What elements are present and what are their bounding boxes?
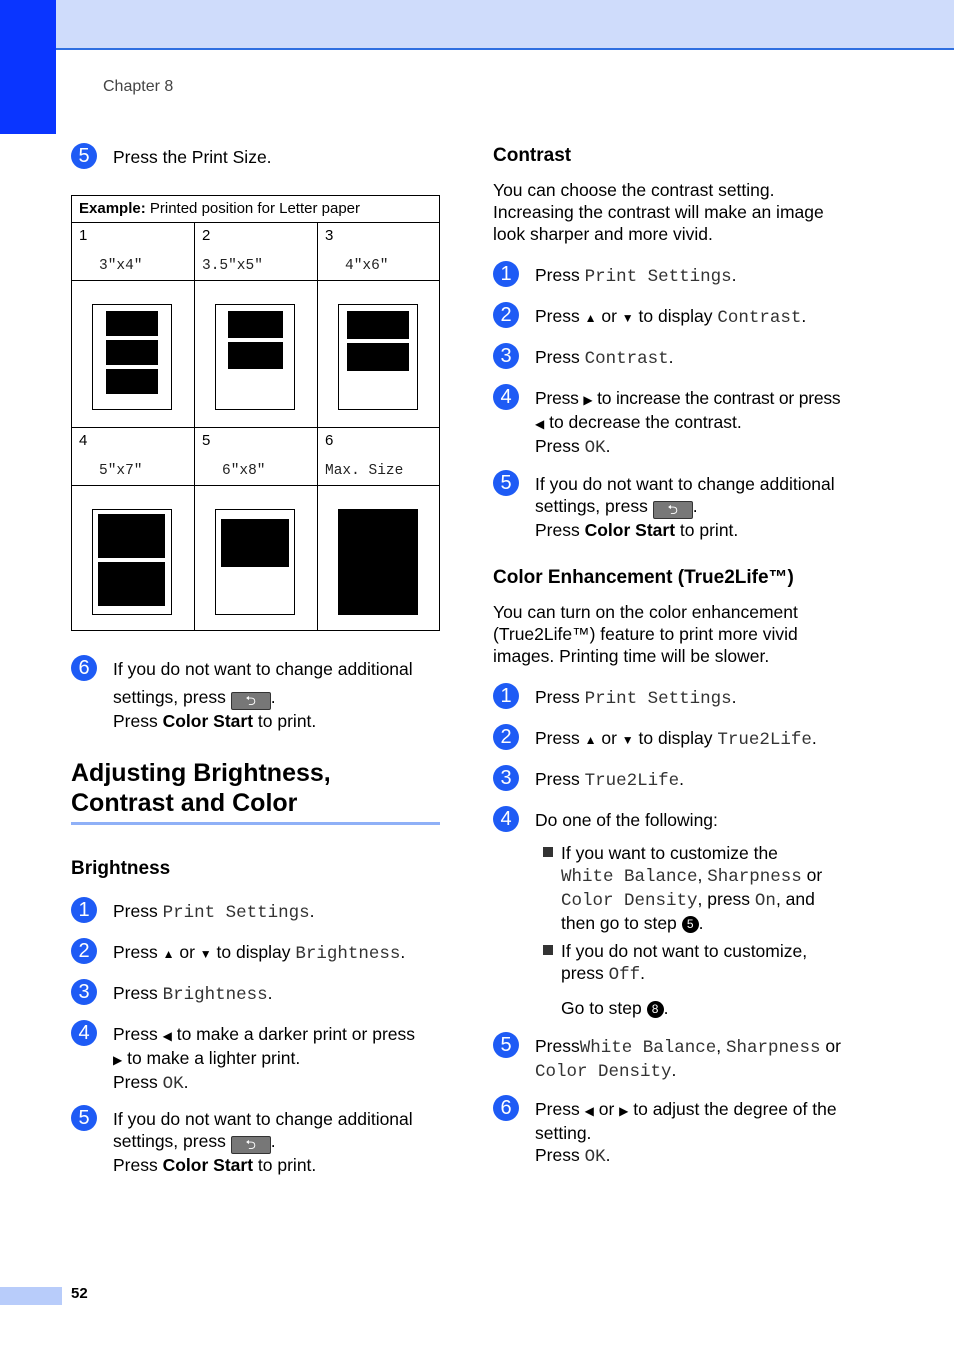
up-arrow-icon: ▲ xyxy=(584,733,597,747)
step-5-print-size: 5 Press the Print Size. xyxy=(113,146,272,168)
paper-sheet xyxy=(92,304,172,410)
brightness-step-4: 4 Press ◀ to make a darker print or press ▶ to make a lighter print. Press OK. xyxy=(113,1023,415,1095)
contrast-heading: Contrast xyxy=(493,145,572,166)
page-number-bar xyxy=(0,1287,62,1305)
right-arrow-icon: ▶ xyxy=(113,1053,123,1067)
contrast-step-4: 4 Press ▶ to increase the contrast or press ◀ to decrease the contrast. Press OK. xyxy=(535,387,840,459)
paper-sheet xyxy=(338,509,418,615)
table-cell-3: 3 4"x6" xyxy=(318,223,439,281)
paper-sheet xyxy=(215,304,295,410)
contrast-step-2: 2 Press ▲ or ▼ to display Contrast. xyxy=(535,305,806,329)
left-arrow-icon: ◀ xyxy=(584,1104,594,1118)
down-arrow-icon: ▼ xyxy=(621,311,634,325)
table-caption: Example: Printed position for Letter paper xyxy=(72,196,439,223)
diagram-6x8 xyxy=(195,486,318,630)
color-step-6: 6 Press ◀ or ▶ to adjust the degree of the setting. Press OK. xyxy=(535,1098,837,1168)
diagram-3-5x5 xyxy=(195,281,318,428)
section-heading: Adjusting Brightness, Contrast and Color xyxy=(71,759,331,817)
color-step-3: 3 Press True2Life. xyxy=(535,768,684,792)
step-number: 6 xyxy=(71,655,97,681)
chapter-label: Chapter 8 xyxy=(103,78,174,95)
paper-sheet xyxy=(215,509,295,615)
page-number: 52 xyxy=(71,1285,88,1302)
table-cell-5: 5 6"x8" xyxy=(195,428,318,486)
color-step-5: 5 PressWhite Balance, Sharpness or Color Density. xyxy=(535,1035,841,1083)
paper-sheet xyxy=(92,509,172,615)
diagram-3x4 xyxy=(72,281,195,428)
option-customize: If you want to customize the White Balance, Sharpness or Color Density, press On, and then go to step 5 . xyxy=(561,843,823,933)
option-not-customize: If you do not want to customize, press Off. Go to step 8 . xyxy=(561,941,808,1018)
table-cell-6: 6 Max. Size xyxy=(318,428,439,486)
step-6-finish: 6 If you do not want to change additional settings, press ⮌ . Press Color Start to print. xyxy=(113,658,413,732)
brightness-heading: Brightness xyxy=(71,858,171,879)
down-arrow-icon: ▼ xyxy=(199,947,212,961)
table-cell-1: 1 3"x4" xyxy=(72,223,195,281)
table-cell-2: 2 3.5"x5" xyxy=(195,223,318,281)
brightness-step-3: 3 Press Brightness. xyxy=(113,982,273,1006)
right-arrow-icon: ▶ xyxy=(619,1104,629,1118)
color-step-2: 2 Press ▲ or ▼ to display True2Life. xyxy=(535,727,817,751)
brightness-step-5: 5 If you do not want to change additional settings, press ⮌ . Press Color Start to print. xyxy=(113,1108,413,1176)
color-step-4: 4 Do one of the following: xyxy=(535,809,718,831)
left-arrow-icon: ◀ xyxy=(162,1029,172,1043)
back-button-icon: ⮌ xyxy=(653,501,693,519)
header-bar xyxy=(56,0,954,50)
right-arrow-icon: ▶ xyxy=(583,393,593,407)
color-enhancement-heading: Color Enhancement (True2Life™) xyxy=(493,567,794,588)
down-arrow-icon: ▼ xyxy=(621,733,634,747)
step-reference-icon: 5 xyxy=(682,916,699,933)
heading-rule xyxy=(71,822,440,825)
chapter-tab xyxy=(0,0,56,134)
bullet-square-icon xyxy=(543,847,553,857)
left-arrow-icon: ◀ xyxy=(535,417,545,431)
contrast-step-3: 3 Press Contrast. xyxy=(535,346,674,370)
color-intro: You can turn on the color enhancement (True2Life™) feature to print more vivid images. Printing time will be slower. xyxy=(493,602,798,666)
diagram-4x6 xyxy=(318,281,439,428)
diagram-max-size xyxy=(318,486,439,630)
up-arrow-icon: ▲ xyxy=(162,947,175,961)
paper-sheet xyxy=(338,304,418,410)
contrast-step-5: 5 If you do not want to change additional settings, press ⮌ . Press Color Start to print. xyxy=(535,473,835,541)
print-position-table xyxy=(71,195,440,631)
diagram-5x7 xyxy=(72,486,195,630)
back-button-icon: ⮌ xyxy=(231,692,271,710)
contrast-intro: You can choose the contrast setting. Increasing the contrast will make an image look sharper and more vivid. xyxy=(493,180,824,244)
table-cell-4: 4 5"x7" xyxy=(72,428,195,486)
up-arrow-icon: ▲ xyxy=(584,311,597,325)
brightness-step-1: 1 Press Print Settings. xyxy=(113,900,315,924)
brightness-step-2: 2 Press ▲ or ▼ to display Brightness. xyxy=(113,941,405,965)
bullet-square-icon xyxy=(543,945,553,955)
contrast-step-1: 1 Press Print Settings. xyxy=(535,264,737,288)
back-button-icon: ⮌ xyxy=(231,1136,271,1154)
step-number: 5 xyxy=(71,143,97,169)
color-step-1: 1 Press Print Settings. xyxy=(535,686,737,710)
step-reference-icon: 8 xyxy=(647,1001,664,1018)
